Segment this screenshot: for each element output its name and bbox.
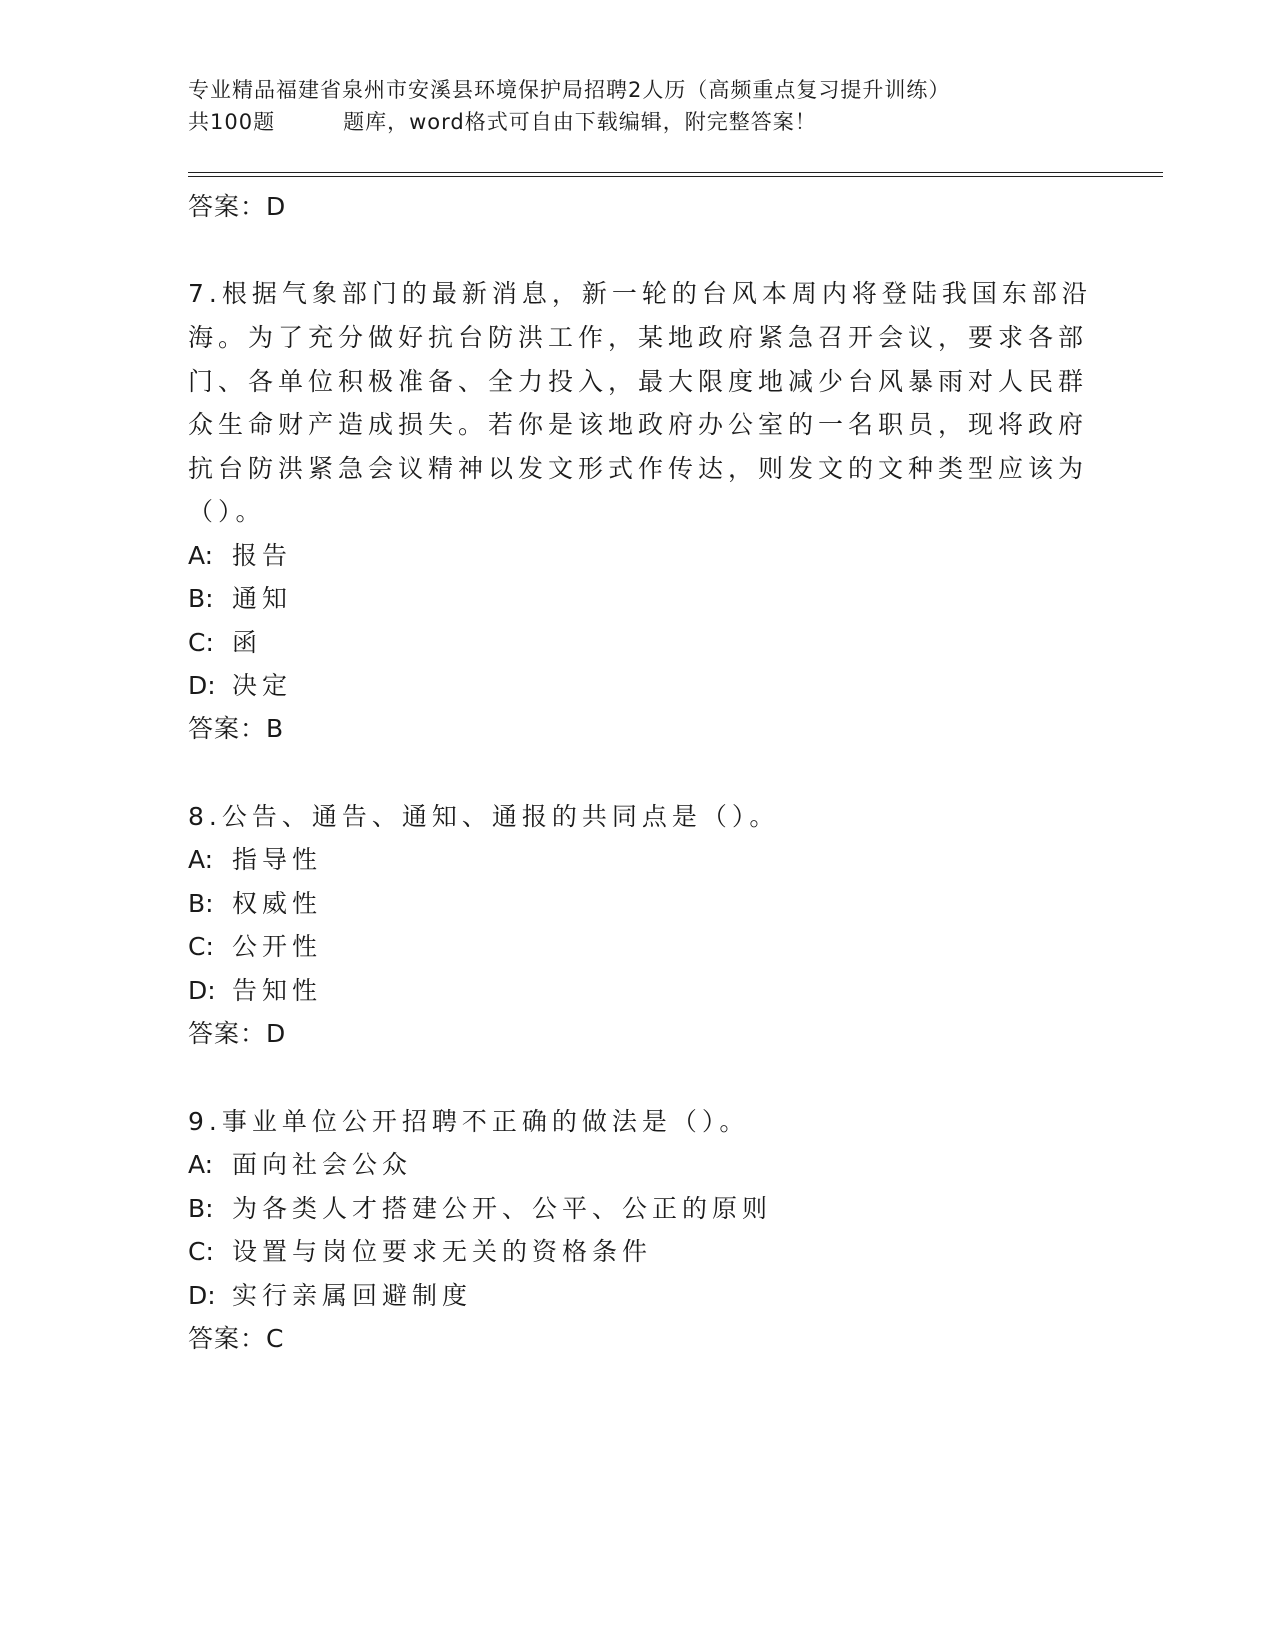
question-8-option-b: B: 权威性 — [188, 889, 323, 918]
question-8-line-1: 8.公告、通告、通知、通报的共同点是（）。 — [188, 802, 780, 831]
header-rule-bottom — [188, 176, 1163, 177]
question-9-answer: 答案：C — [188, 1324, 285, 1353]
doc-header-note: 题库，word格式可自由下载编辑，附完整答案！ — [343, 110, 817, 134]
question-9-option-d: D: 实行亲属回避制度 — [188, 1281, 473, 1310]
question-8-option-d: D: 告知性 — [188, 976, 323, 1005]
question-7-option-a: A: 报告 — [188, 541, 293, 570]
header-rule-top — [188, 172, 1163, 173]
question-9-option-b: B: 为各类人才搭建公开、公平、公正的原则 — [188, 1194, 773, 1223]
question-7-option-c: C: 函 — [188, 628, 263, 657]
question-9-option-c: C: 设置与岗位要求无关的资格条件 — [188, 1237, 653, 1266]
question-8-option-c: C: 公开性 — [188, 932, 323, 961]
question-8-answer: 答案：D — [188, 1019, 287, 1048]
answer-line: 答案：D — [188, 192, 287, 221]
doc-header-title: 专业精品福建省泉州市安溪县环境保护局招聘2人历（高频重点复习提升训练） — [188, 78, 951, 102]
question-7-line-6: （）。 — [188, 497, 266, 526]
doc-header-count: 共100题 — [188, 110, 276, 134]
question-7-line-3: 门、各单位积极准备、全力投入，最大限度地减少台风暴雨对人民群 — [188, 367, 1089, 396]
question-8-option-a: A: 指导性 — [188, 845, 323, 874]
question-7-answer: 答案：B — [188, 714, 285, 743]
doc-header-subtitle — [188, 106, 1163, 136]
question-7-line-5: 抗台防洪紧急会议精神以发文形式作传达，则发文的文种类型应该为 — [188, 454, 1089, 483]
question-9-option-a: A: 面向社会公众 — [188, 1150, 413, 1179]
question-7-option-d: D: 决定 — [188, 671, 293, 700]
question-7-line-4: 众生命财产造成损失。若你是该地政府办公室的一名职员，现将政府 — [188, 410, 1089, 439]
question-7-line-2: 海。为了充分做好抗台防洪工作，某地政府紧急召开会议，要求各部 — [188, 323, 1089, 352]
question-9-line-1: 9.事业单位公开招聘不正确的做法是（）。 — [188, 1107, 750, 1136]
question-7-option-b: B: 通知 — [188, 584, 293, 613]
question-7-line-1: 7.根据气象部门的最新消息，新一轮的台风本周内将登陆我国东部沿 — [188, 279, 1092, 308]
